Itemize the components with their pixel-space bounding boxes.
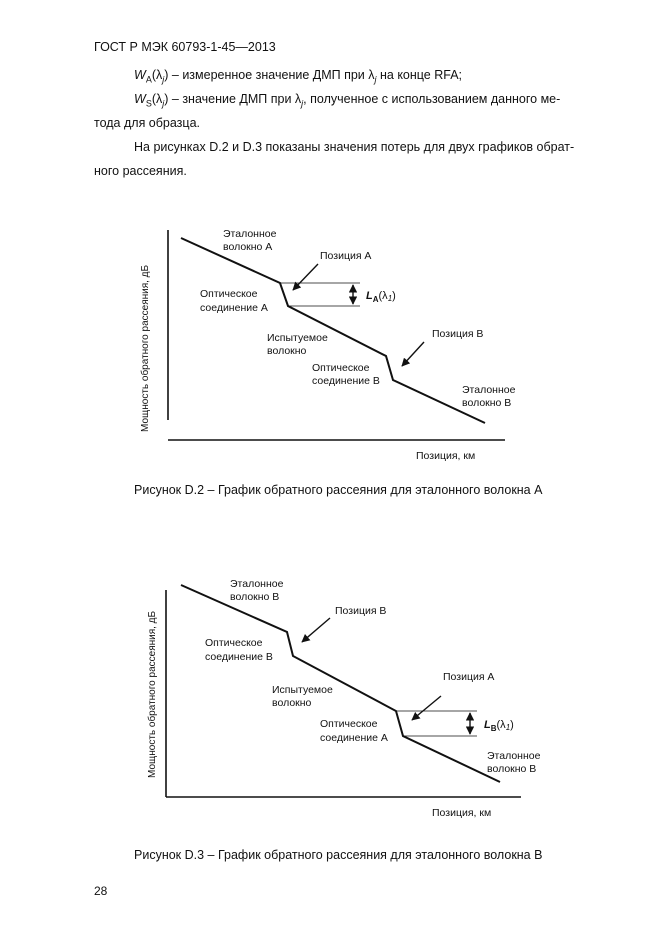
ws-close: ) (164, 92, 169, 106)
label-test-fiber-a: Испытуемое (272, 684, 333, 696)
label-position-b: Позиция B (335, 605, 387, 617)
wa-close: ) (164, 68, 169, 82)
ws-text-a: – значение ДМП при λ (168, 92, 302, 106)
label-joint-2b: соединение B (312, 375, 380, 387)
wa-text-b: на конце RFA; (376, 68, 463, 82)
page-number: 28 (94, 884, 108, 898)
position-b-pointer (402, 342, 424, 366)
label-reference-fiber-1a: Эталонное (230, 578, 284, 590)
wa-arg-subscript: j (162, 74, 165, 85)
label-reference-fiber-2a: Эталонное (462, 384, 516, 396)
label-reference-fiber-2b: волокно B (487, 763, 537, 775)
position-a-pointer (293, 264, 318, 290)
wa-arg: (λ (151, 68, 163, 82)
label-test-fiber-b: волокно (267, 345, 307, 357)
paragraph-line-2: ного рассеяния. (94, 164, 187, 178)
definition-ws-continued: тода для образца. (94, 116, 200, 130)
wa-text-a: – измеренное значение ДМП при λ (168, 68, 375, 82)
x-axis-label: Позиция, км (432, 807, 492, 819)
label-reference-fiber-1b: волокно A (223, 241, 273, 253)
label-joint-2b: соединение A (320, 732, 388, 744)
label-position-a: Позиция A (443, 671, 495, 683)
label-position-b: Позиция B (432, 328, 484, 340)
ws-text-subscript: j (301, 98, 304, 109)
label-test-fiber-b: волокно (272, 697, 312, 709)
wa-subscript: A (145, 74, 152, 85)
label-test-fiber-a: Испытуемое (267, 332, 328, 344)
figure-d3-caption: Рисунок D.3 – График обратного рассеяния для эталонного волокна B (134, 848, 543, 862)
ws-subscript: S (145, 98, 152, 109)
label-joint-1a: Оптическое (200, 288, 258, 300)
label-joint-1a: Оптическое (205, 637, 263, 649)
ws-text-b: , полученное с использованием данного ме- (303, 92, 561, 106)
label-position-a: Позиция A (320, 250, 372, 262)
label-reference-fiber-1b: волокно B (230, 591, 280, 603)
loss-label: $L_B(\lambda 1)$ (484, 719, 514, 733)
figure-d2-caption: Рисунок D.2 – График обратного рассеяния для эталонного волокна A (134, 483, 543, 497)
ws-symbol: W (134, 92, 146, 106)
document-header: ГОСТ Р МЭК 60793-1-45—2013 (94, 40, 276, 54)
figure-d2-diagram (0, 200, 661, 480)
y-axis-label: Мощность обратного рассеяния, дБ (140, 264, 151, 432)
wa-symbol: W (134, 68, 146, 82)
label-joint-2a: Оптическое (320, 718, 378, 730)
wa-text-subscript: j (374, 74, 377, 85)
label-reference-fiber-2a: Эталонное (487, 750, 541, 762)
label-joint-2a: Оптическое (312, 362, 370, 374)
definition-ws (134, 92, 560, 109)
label-joint-1b: соединение A (200, 302, 268, 314)
label-joint-1b: соединение B (205, 651, 273, 663)
paragraph-line-1: На рисунках D.2 и D.3 показаны значения потерь для двух графиков обрат- (134, 140, 575, 154)
position-a-pointer (412, 696, 441, 720)
position-b-pointer (302, 618, 330, 642)
loss-label: $L_A(\lambda 1)$ (366, 290, 396, 304)
x-axis-label: Позиция, км (416, 450, 476, 462)
definition-wa (134, 68, 462, 85)
figure-d3-diagram (0, 560, 661, 830)
y-axis-label: Мощность обратного рассеяния, дБ (147, 610, 158, 778)
ws-arg: (λ (151, 92, 163, 106)
label-reference-fiber-2b: волокно B (462, 397, 512, 409)
label-reference-fiber-1a: Эталонное (223, 228, 277, 240)
ws-arg-subscript: j (162, 98, 165, 109)
